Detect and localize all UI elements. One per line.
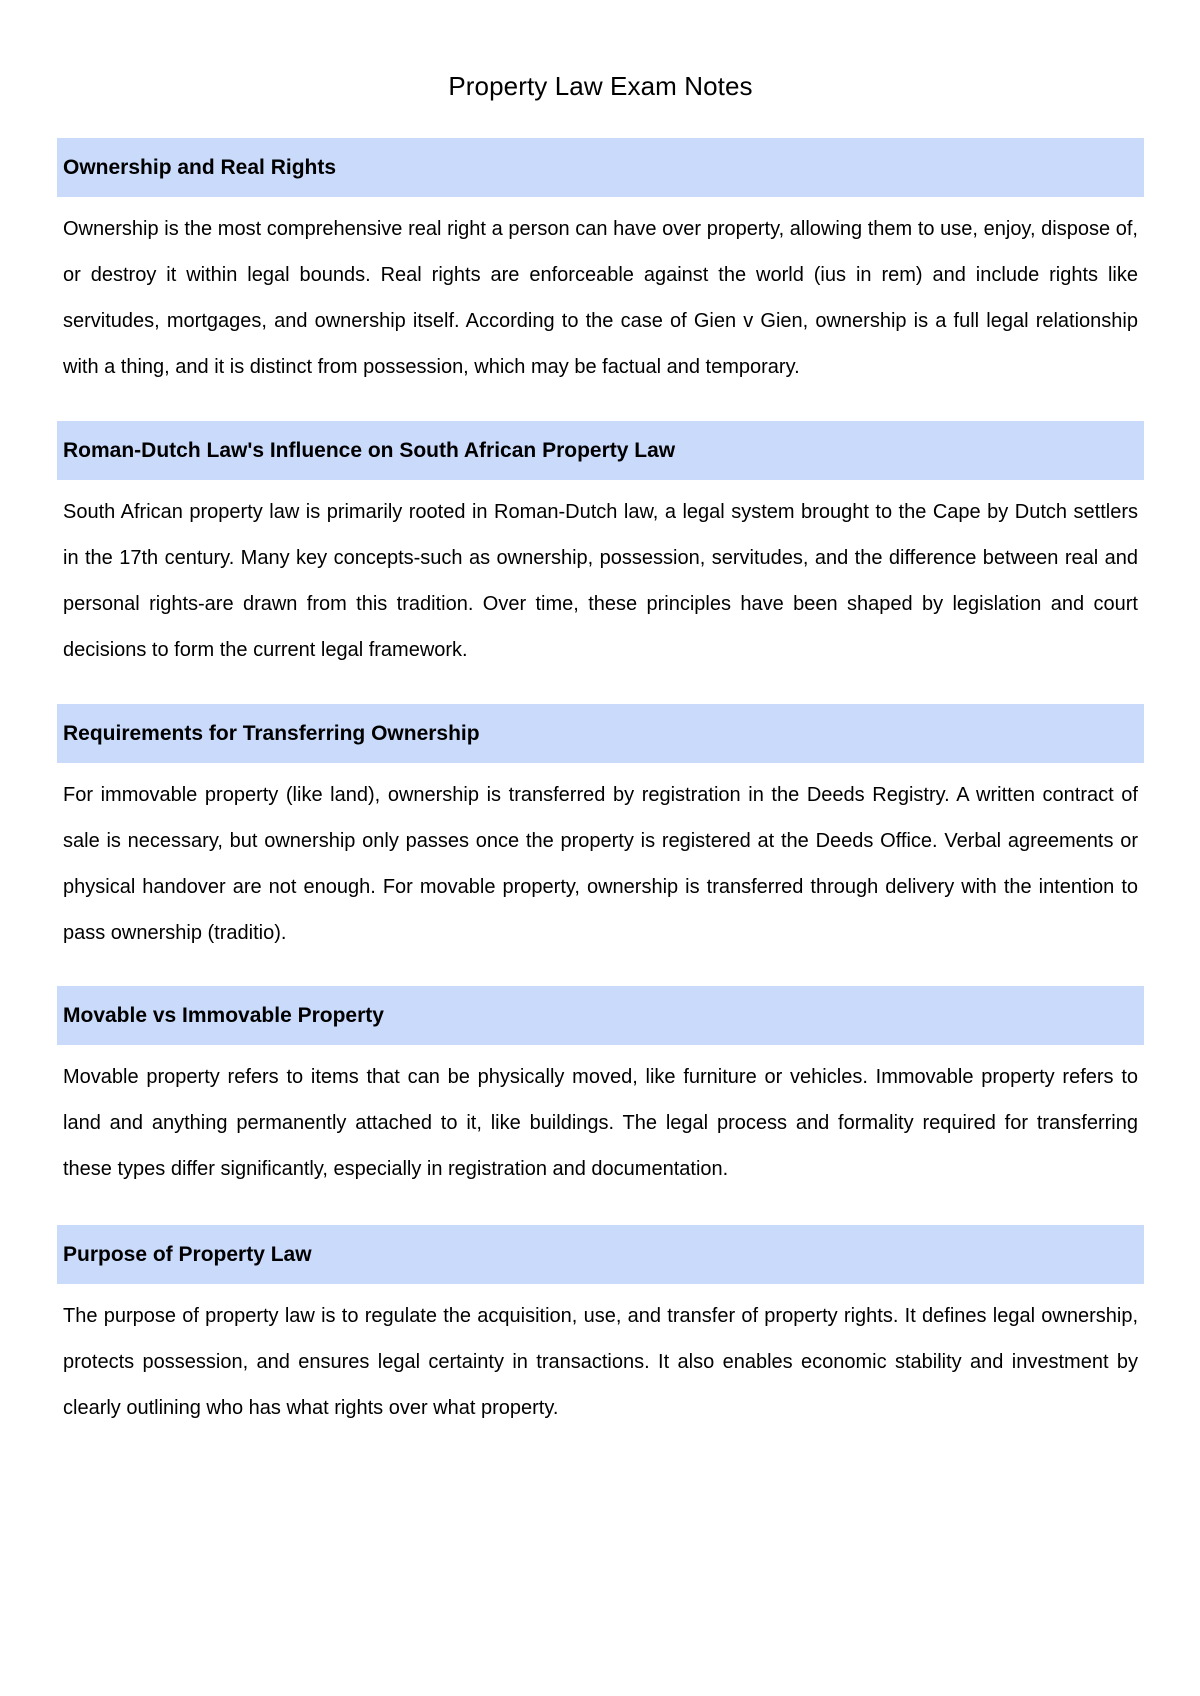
section-heading: Ownership and Real Rights (57, 138, 1144, 197)
section-body: For immovable property (like land), ownership is transferred by registration in the Deeds Registry. A written contract of sale is necessary, but ownership only passes once the property is registered at the Deeds Office. Verbal agreements or physical handover are not enough. For movable property, ownership is transferred through delivery with the intention to pass ownership (traditio). (63, 784, 1138, 944)
section-transferring-ownership (57, 704, 1144, 956)
section-heading: Roman-Dutch Law's Influence on South African Property Law (57, 421, 1144, 480)
section-movable-vs-immovable (57, 986, 1144, 1192)
section-ownership-and-real-rights (57, 138, 1144, 390)
section-body: South African property law is primarily rooted in Roman-Dutch law, a legal system brought to the Cape by Dutch settlers in the 17th century. Many key concepts-such as ownership, possession, servitudes, and the difference between real and personal rights-are drawn from this tradition. Over time, these principles have been shaped by legislation and court decisions to form the current legal framework. (63, 501, 1138, 661)
section-heading: Requirements for Transferring Ownership (57, 704, 1144, 763)
section-body: Ownership is the most comprehensive real right a person can have over property, allowing them to use, enjoy, dispose of, or destroy it within legal bounds. Real rights are enforceable against the world (ius in rem) and include rights like servitudes, mortgages, and ownership itself. According to the case of Gien v Gien, ownership is a full legal relationship with a thing, and it is distinct from possession, which may be factual and temporary. (63, 218, 1138, 378)
section-heading: Movable vs Immovable Property (57, 986, 1144, 1045)
section-roman-dutch-influence (57, 421, 1144, 673)
page-title: Property Law Exam Notes (448, 71, 753, 101)
section-heading: Purpose of Property Law (57, 1225, 1144, 1284)
section-purpose-of-property-law (57, 1225, 1144, 1431)
section-body: The purpose of property law is to regulate the acquisition, use, and transfer of property rights. It defines legal ownership, protects possession, and ensures legal certainty in transactions. It also enables economic stability and investment by clearly outlining who has what rights over what property. (63, 1305, 1138, 1419)
section-body: Movable property refers to items that can be physically moved, like furniture or vehicles. Immovable property refers to land and anything permanently attached to it, like buildings. The legal process and formality required for transferring these types differ significantly, especially in registration and documentation. (63, 1066, 1138, 1180)
